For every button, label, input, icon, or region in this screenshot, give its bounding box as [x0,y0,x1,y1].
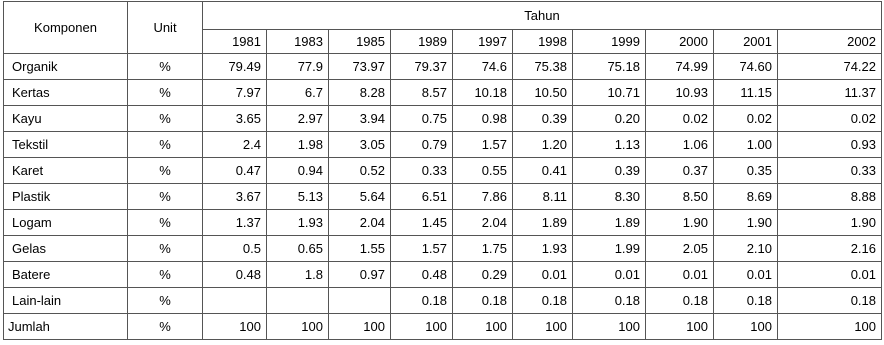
value-cell: 100 [453,314,513,340]
table-row [4,262,882,288]
year-header: 1997 [453,30,513,54]
row-label: Logam [4,210,128,236]
value-cell: 100 [391,314,453,340]
value-cell: 100 [714,314,778,340]
waste-composition-table [3,1,882,340]
value-cell: 10.93 [646,80,714,106]
value-cell: 1.98 [267,132,329,158]
value-cell: 1.57 [453,132,513,158]
value-cell: 8.11 [513,184,573,210]
value-cell: 1.75 [453,236,513,262]
value-cell: 0.35 [714,158,778,184]
header-row [4,2,882,30]
value-cell: 0.02 [646,106,714,132]
value-cell: 0.41 [513,158,573,184]
row-label: Lain-lain [4,288,128,314]
value-cell: 1.37 [203,210,267,236]
value-cell: 0.65 [267,236,329,262]
value-cell: 5.64 [329,184,391,210]
value-cell: 1.90 [714,210,778,236]
value-cell: 0.97 [329,262,391,288]
value-cell: 100 [203,314,267,340]
row-unit: % [128,236,203,262]
row-unit: % [128,262,203,288]
value-cell: 74.22 [778,54,882,80]
row-unit: % [128,158,203,184]
table-row [4,80,882,106]
table-row [4,184,882,210]
row-unit: % [128,54,203,80]
value-cell: 0.18 [453,288,513,314]
value-cell: 0.01 [778,262,882,288]
value-cell: 74.6 [453,54,513,80]
value-cell: 1.90 [646,210,714,236]
value-cell: 11.15 [714,80,778,106]
value-cell: 2.4 [203,132,267,158]
year-header: 1989 [391,30,453,54]
table-row [4,158,882,184]
value-cell: 5.13 [267,184,329,210]
value-cell: 1.89 [513,210,573,236]
table-row [4,132,882,158]
value-cell: 2.05 [646,236,714,262]
value-cell: 0.18 [646,288,714,314]
value-cell: 0.18 [391,288,453,314]
value-cell: 1.57 [391,236,453,262]
row-unit: % [128,184,203,210]
row-unit: % [128,106,203,132]
row-label: Jumlah [4,314,128,340]
value-cell: 100 [513,314,573,340]
value-cell: 1.20 [513,132,573,158]
value-cell: 7.86 [453,184,513,210]
value-cell: 0.48 [203,262,267,288]
value-cell: 100 [778,314,882,340]
year-group-header: Tahun [203,2,882,30]
year-header: 2002 [778,30,882,54]
value-cell: 0.01 [646,262,714,288]
row-label: Kayu [4,106,128,132]
value-cell: 8.88 [778,184,882,210]
table-row [4,210,882,236]
value-cell: 1.93 [267,210,329,236]
value-cell: 0.55 [453,158,513,184]
value-cell: 0.94 [267,158,329,184]
value-cell: 0.98 [453,106,513,132]
value-cell: 74.60 [714,54,778,80]
value-cell: 11.37 [778,80,882,106]
year-header: 1985 [329,30,391,54]
table-row [4,288,882,314]
unit-header: Unit [128,2,203,54]
value-cell: 0.48 [391,262,453,288]
value-cell: 2.10 [714,236,778,262]
year-header: 2001 [714,30,778,54]
value-cell: 8.57 [391,80,453,106]
value-cell: 0.20 [573,106,646,132]
value-cell: 0.18 [513,288,573,314]
value-cell: 0.01 [573,262,646,288]
row-label: Tekstil [4,132,128,158]
value-cell: 3.05 [329,132,391,158]
value-cell: 3.94 [329,106,391,132]
value-cell: 100 [329,314,391,340]
value-cell: 0.5 [203,236,267,262]
value-cell: 0.52 [329,158,391,184]
value-cell: 0.18 [714,288,778,314]
value-cell: 0.01 [513,262,573,288]
year-header: 1981 [203,30,267,54]
value-cell: 1.45 [391,210,453,236]
value-cell: 8.30 [573,184,646,210]
value-cell: 1.55 [329,236,391,262]
value-cell: 77.9 [267,54,329,80]
value-cell: 0.33 [778,158,882,184]
value-cell: 7.97 [203,80,267,106]
value-cell: 1.90 [778,210,882,236]
value-cell: 2.04 [329,210,391,236]
value-cell: 79.49 [203,54,267,80]
value-cell: 0.18 [573,288,646,314]
value-cell: 0.39 [573,158,646,184]
value-cell: 74.99 [646,54,714,80]
row-label: Plastik [4,184,128,210]
value-cell: 1.00 [714,132,778,158]
value-cell [203,288,267,314]
value-cell: 1.93 [513,236,573,262]
value-cell: 8.69 [714,184,778,210]
table-row [4,54,882,80]
value-cell: 0.33 [391,158,453,184]
value-cell: 0.39 [513,106,573,132]
row-label: Batere [4,262,128,288]
value-cell: 75.18 [573,54,646,80]
table-row [4,236,882,262]
value-cell: 1.8 [267,262,329,288]
value-cell: 79.37 [391,54,453,80]
year-header: 2000 [646,30,714,54]
row-unit: % [128,80,203,106]
value-cell: 1.13 [573,132,646,158]
value-cell: 2.16 [778,236,882,262]
table-row [4,106,882,132]
year-header: 1998 [513,30,573,54]
value-cell: 0.93 [778,132,882,158]
value-cell: 100 [267,314,329,340]
value-cell: 100 [646,314,714,340]
value-cell: 6.7 [267,80,329,106]
value-cell: 3.67 [203,184,267,210]
row-label: Karet [4,158,128,184]
row-label: Kertas [4,80,128,106]
value-cell: 75.38 [513,54,573,80]
value-cell: 2.97 [267,106,329,132]
table-row [4,314,882,340]
value-cell: 10.71 [573,80,646,106]
row-unit: % [128,132,203,158]
value-cell: 0.02 [778,106,882,132]
value-cell: 0.47 [203,158,267,184]
value-cell: 6.51 [391,184,453,210]
row-label: Organik [4,54,128,80]
value-cell: 0.02 [714,106,778,132]
value-cell: 3.65 [203,106,267,132]
row-unit: % [128,210,203,236]
component-header: Komponen [4,2,128,54]
value-cell: 10.18 [453,80,513,106]
value-cell: 1.89 [573,210,646,236]
value-cell: 8.50 [646,184,714,210]
value-cell [329,288,391,314]
year-header: 1983 [267,30,329,54]
value-cell: 1.06 [646,132,714,158]
value-cell: 100 [573,314,646,340]
value-cell: 0.37 [646,158,714,184]
year-header: 1999 [573,30,646,54]
value-cell: 0.18 [778,288,882,314]
table-body [4,54,882,340]
value-cell: 0.01 [714,262,778,288]
value-cell: 1.99 [573,236,646,262]
row-label: Gelas [4,236,128,262]
value-cell: 0.79 [391,132,453,158]
value-cell: 2.04 [453,210,513,236]
row-unit: % [128,314,203,340]
value-cell [267,288,329,314]
value-cell: 10.50 [513,80,573,106]
value-cell: 73.97 [329,54,391,80]
value-cell: 0.75 [391,106,453,132]
row-unit: % [128,288,203,314]
value-cell: 8.28 [329,80,391,106]
value-cell: 0.29 [453,262,513,288]
